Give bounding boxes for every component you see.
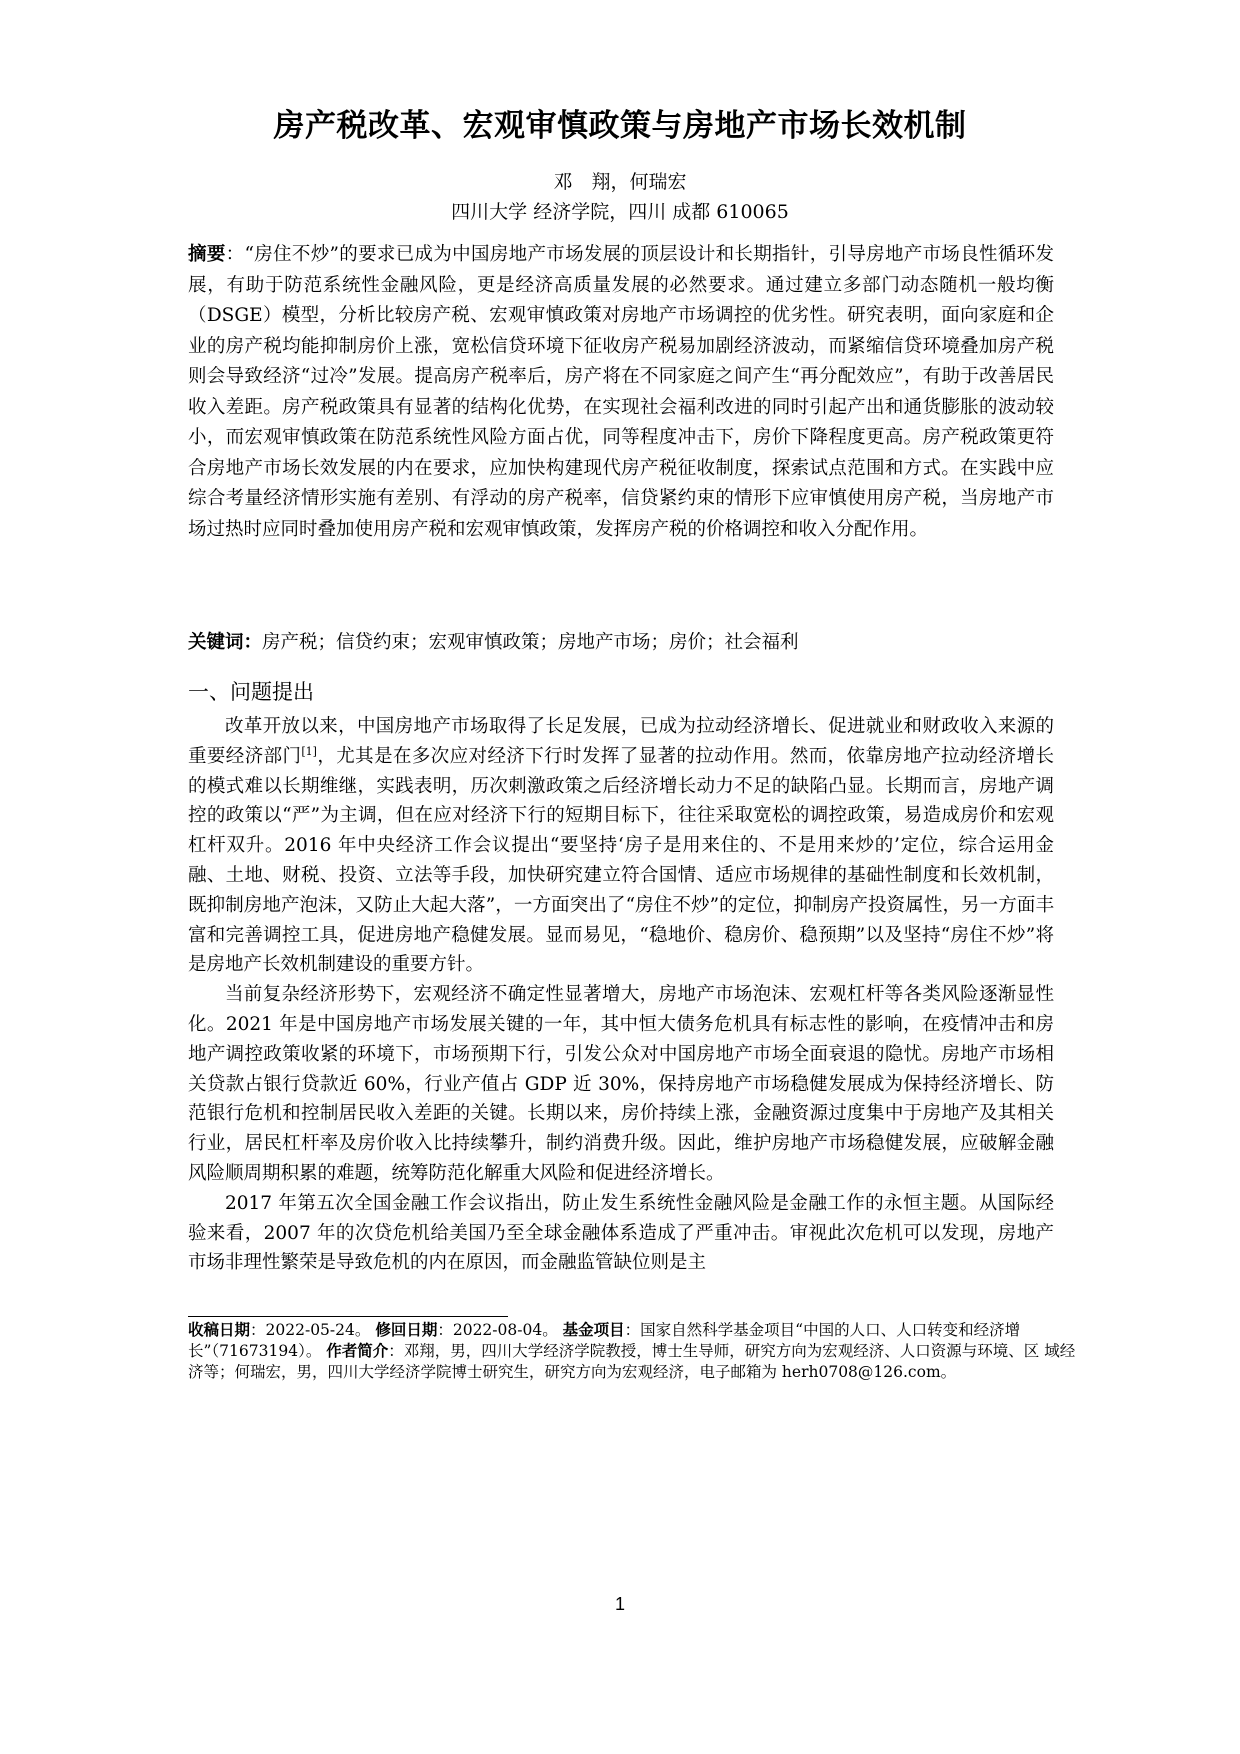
abstract	[188, 240, 1054, 545]
paragraph-1	[188, 712, 1054, 980]
footnote	[188, 1320, 1088, 1383]
received-date-value: ：2022-05-24。	[250, 1321, 371, 1339]
received-date-label: 收稿日期	[188, 1321, 251, 1339]
author-affiliation: 四川大学 经济学院，四川 成都 610065	[451, 201, 789, 223]
abstract-text: “房住不炒”的要求已成为中国房地产市场发展的顶层设计和长期指针，引导房地产市场良性循环发展，有助于防范系统性金融风险，更是经济高质量发展的必然要求。通过建立多部门动态随机一般均衡（DSGE）模型，分析比较房产税、宏观审慎政策对房地产市场调控的优劣性。研究表明，面向家庭和企业的房产税均能抑制房价上涨，宽松信贷环境下征收房产税易加剧经济波动，而紧缩信贷环境叠加房产税则会导致经济“过冷”发展。提高房产税率后，房产将在不同家庭之间产生“再分配效应”，有助于改善居民收入差距。房产税政策具有显著的结构化优势，在实现社会福利改进的同时引起产出和通货膨胀的波动较小，而宏观审慎政策在防范系统性风险方面占优，同等程度冲击下，房价下降程度更高。房产税政策更符合房地产市场长效发展的内在要求，应加快构建现代房产税征收制度，探索试点范围和方式。在实践中应综合考量经济情形实施有差别、有浮动的房产税率，信贷紧约束的情形下应审慎使用房产税，当房地产市场过热时应同时叠加使用房产税和宏观审慎政策，发挥房产税的价格调控和收入分配作用。	[188, 244, 1054, 540]
fund-label: 基金项目	[562, 1321, 625, 1339]
keywords-text: 房产税；信贷约束；宏观审慎政策；房地产市场；房价；社会福利	[262, 632, 799, 653]
citation-ref-1[interactable]: [1]	[301, 744, 317, 758]
author-bio-value: ：邓翔，男，四川大学经济学院教授，博士生导师，研究方向为宏观经济、人口资源与环境、区 域经济等；何瑞宏，男，四川大学经济学院博士研究生，研究方向为宏观经济，电子邮箱为 herh0708@126.com。	[188, 1342, 1076, 1381]
section-1-body	[188, 712, 1054, 1278]
section-heading-1: 一、问题提出	[188, 680, 314, 704]
revised-date-value: ：2022-08-04。	[437, 1321, 558, 1339]
paragraph-1-text-a: 改革开放以来，中国房地产市场取得了长足发展，已成为拉动经济增长、促进就业和财政收入来源的重要经济部门	[188, 716, 1054, 767]
paragraph-2: 当前复杂经济形势下，宏观经济不确定性显著增大，房地产市场泡沫、宏观杠杆等各类风险逐渐显性化。2021 年是中国房地产市场发展关键的一年，其中恒大债务危机具有标志性的影响，在疫情冲击和房地产调控政策收紧的环境下，市场预期下行，引发公众对中国房地产市场全面衰退的隐忧。房地产市场相关贷款占银行贷款近 60%，行业产值占 GDP 近 30%，保持房地产市场稳健发展成为保持经济增长、防范银行危机和控制居民收入差距的关键。长期以来，房价持续上涨，金融资源过度集中于房地产及其相关行业，居民杠杆率及房价收入比持续攀升，制约消费升级。因此，维护房地产市场稳健发展，应破解金融风险顺周期积累的难题，统筹防范化解重大风险和促进经济增长。	[188, 984, 1054, 1184]
paper-title: 房产税改革、宏观审慎政策与房地产市场长效机制	[273, 108, 967, 144]
paper-authors: 邓 翔，何瑞宏	[553, 171, 687, 193]
author-bio-label: 作者简介	[326, 1342, 389, 1360]
abstract-colon: ：	[225, 244, 245, 265]
keywords	[188, 628, 1054, 658]
paragraph-3: 2017 年第五次全国金融工作会议指出，防止发生系统性金融风险是金融工作的永恒主题。从国际经验来看，2007 年的次贷危机给美国乃至全球金融体系造成了严重冲击。审视此次危机可以发现，房地产市场非理性繁荣是导致危机的内在原因，而金融监管缺位则是主	[188, 1192, 1054, 1274]
abstract-label: 摘要	[188, 244, 226, 265]
footnote-divider	[188, 1316, 508, 1317]
page-number: 1	[614, 1594, 625, 1614]
revised-date-label: 修回日期	[375, 1321, 438, 1339]
paragraph-1-text-b: ，尤其是在多次应对经济下行时发挥了显著的拉动作用。然而，依靠房地产拉动经济增长的模式难以长期维继，实践表明，历次刺激政策之后经济增长动力不足的缺陷凸显。长期而言，房地产调控的政策以“严”为主调，但在应对经济下行的短期目标下，往往采取宽松的调控政策，易造成房价和宏观杠杆双升。2016 年中央经济工作会议提出“要坚持‘房子是用来住的、不是用来炒的’定位，综合运用金融、土地、财税、投资、立法等手段，加快研究建立符合国情、适应市场规律的基础性制度和长效机制，既抑制房地产泡沫，又防止大起大落”，一方面突出了“房住不炒”的定位，抑制房产投资属性，另一方面丰富和完善调控工具，促进房地产稳健发展。显而易见，“稳地价、稳房价、稳预期”以及坚持“房住不炒”将是房地产长效机制建设的重要方针。	[188, 745, 1054, 976]
fund-value: ：国家自然科学基金项目“中国的人口、人口转变和经济增长”（71673194）。	[188, 1321, 1021, 1360]
keywords-label: 关键词：	[188, 632, 263, 653]
